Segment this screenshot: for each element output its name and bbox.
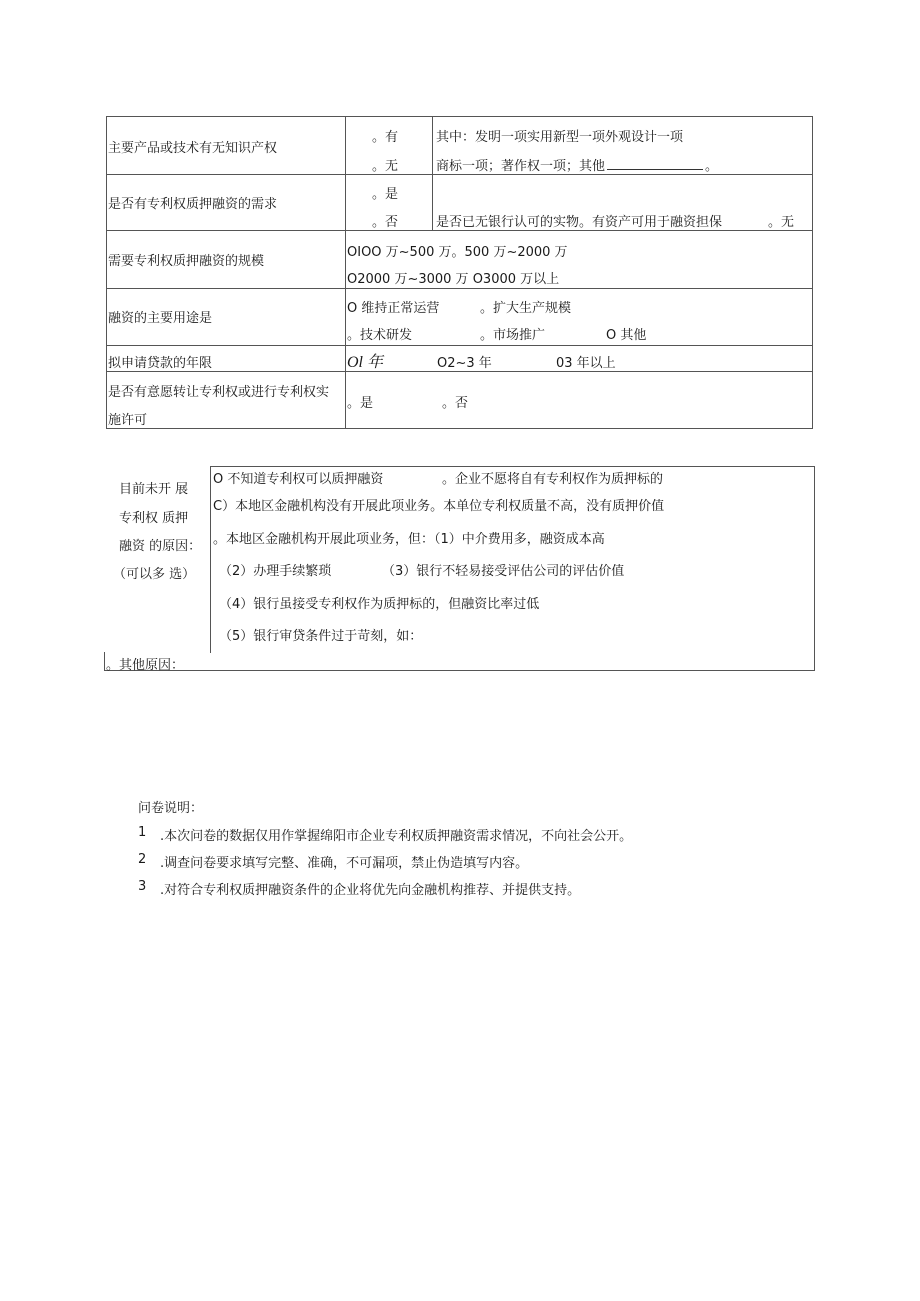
- row-transfer-label-2: 施许可: [108, 413, 148, 428]
- note-1-number: 1: [138, 825, 147, 840]
- option-other-reason[interactable]: 。其他原因：: [106, 658, 185, 673]
- table-border: [106, 116, 813, 117]
- reason-procedures[interactable]: （2）办理手续繁琐: [219, 564, 332, 579]
- table-border: [104, 652, 105, 670]
- table-border: [210, 466, 815, 467]
- table-border: [210, 466, 211, 653]
- table-border: [812, 116, 813, 428]
- option-unaware[interactable]: O 不知道专利权可以质押融资: [213, 472, 384, 487]
- notes-title: 问卷说明：: [138, 801, 204, 816]
- row-usage-label: 融资的主要用途是: [108, 311, 213, 326]
- option-transfer-no[interactable]: 。否: [442, 396, 469, 411]
- reasons-label-4: （可以多 选）: [113, 567, 196, 582]
- reasons-label-1: 目前未开 展: [119, 482, 189, 497]
- option-no-service-low-quality[interactable]: C）本地区金融机构没有开展此项业务。本单位专利权质量不高，没有质押价值: [213, 499, 665, 514]
- other-blank-field[interactable]: [607, 158, 703, 170]
- row-transfer-label-1: 是否有意愿转让专利权或进行专利权实: [108, 385, 330, 400]
- note-3-text: .对符合专利权质押融资条件的企业将优先向金融机构推荐、并提供支持。: [160, 883, 581, 898]
- table-border: [106, 288, 813, 289]
- table-border: [106, 174, 813, 175]
- option-unwilling[interactable]: 。企业不愿将自有专利权作为质押标的: [442, 472, 664, 487]
- option-usage-other[interactable]: O 其他: [606, 328, 647, 343]
- option-need-no[interactable]: 。否: [372, 215, 399, 230]
- table-border: [106, 230, 813, 231]
- scale-options-line-2[interactable]: O2000 万~3000 万 O3000 万以上: [347, 272, 560, 287]
- row-financing-need-label: 是否有专利权质押融资的需求: [108, 197, 278, 212]
- note-3-number: 3: [138, 879, 147, 894]
- reason-low-ratio[interactable]: （4）银行虽接受专利权作为质押标的，但融资比率过低: [219, 597, 540, 612]
- option-term-2-3-years[interactable]: O2~3 年: [437, 356, 492, 371]
- ip-detail-line-2: [436, 155, 718, 174]
- table-border: [345, 116, 346, 428]
- row-loan-term-label: 拟申请贷款的年限: [108, 356, 213, 371]
- option-need-yes[interactable]: 。是: [372, 187, 399, 202]
- note-2-text: .调查问卷要求填写完整、准确，不可漏项，禁止伪造填写内容。: [160, 856, 529, 871]
- table-border: [104, 670, 815, 671]
- option-ip-yes[interactable]: 。有: [372, 130, 399, 145]
- option-service-but[interactable]: 。本地区金融机构开展此项业务，但：（1）中介费用多，融资成本高: [213, 532, 605, 547]
- option-usage-rnd[interactable]: 。技术研发: [347, 328, 413, 343]
- ip-detail-line-1: 其中：发明一项实用新型一项外观设计一项: [436, 130, 684, 145]
- row-ip-label: 主要产品或技术有无知识产权: [108, 141, 278, 156]
- table-border: [106, 371, 813, 372]
- ip-detail-end: 。: [705, 159, 719, 174]
- option-transfer-yes[interactable]: 。是: [347, 396, 374, 411]
- reason-strict-review[interactable]: （5）银行审贷条件过于苛刻，如：: [219, 629, 423, 644]
- note-1-text: .本次问卷的数据仅用作掌握绵阳市企业专利权质押融资需求情况，不向社会公开。: [160, 829, 633, 844]
- option-ip-no[interactable]: 。无: [372, 159, 399, 174]
- row-scale-label: 需要专利权质押融资的规模: [108, 254, 265, 269]
- table-border: [432, 116, 433, 230]
- table-border: [106, 428, 813, 429]
- option-usage-marketing[interactable]: 。市场推广: [480, 328, 546, 343]
- option-usage-operations[interactable]: O 维持正常运营: [347, 301, 440, 316]
- option-usage-expand[interactable]: 。扩大生产规模: [480, 301, 572, 316]
- table-border: [106, 345, 813, 346]
- option-term-3-plus-years[interactable]: 03 年以上: [556, 356, 616, 371]
- reasons-label-2: 专利权 质押: [119, 511, 189, 526]
- ip-detail-other: 商标一项；著作权一项；其他: [436, 159, 606, 174]
- option-collateral-none[interactable]: 。无: [768, 215, 795, 230]
- scale-options-line-1[interactable]: OIOO 万~500 万。500 万~2000 万: [347, 245, 568, 260]
- option-term-1-year[interactable]: Ol 年: [347, 354, 384, 371]
- table-border: [814, 466, 815, 670]
- reasons-label-3: 融资 的原因：: [119, 539, 202, 554]
- note-2-number: 2: [138, 852, 147, 867]
- reason-valuation[interactable]: （3）银行不轻易接受评估公司的评估价值: [382, 564, 625, 579]
- collateral-question: 是否已无银行认可的实物。有资产可用于融资担保: [436, 215, 723, 230]
- table-border: [106, 116, 107, 428]
